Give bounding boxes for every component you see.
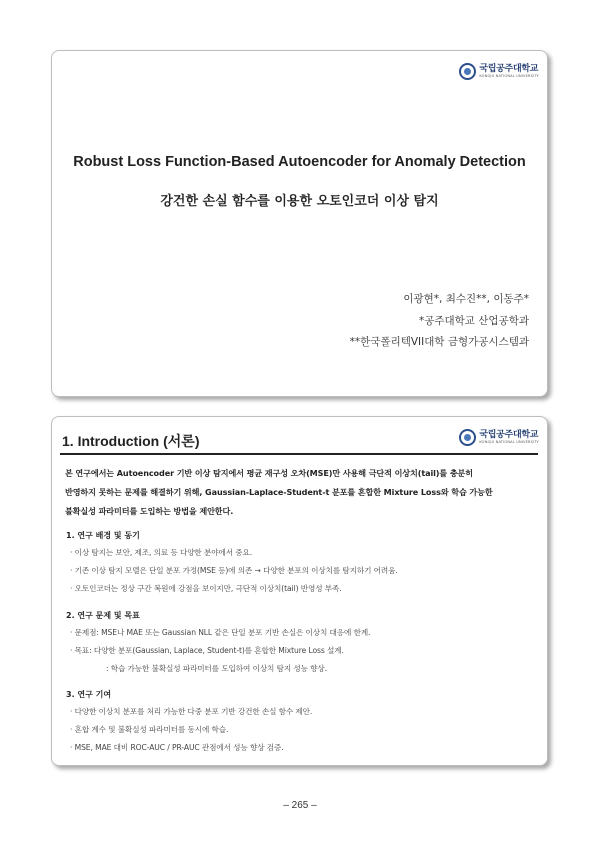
bullet-item: · 이상 탐지는 보안, 제조, 의료 등 다양한 분야에서 중요. [70, 548, 253, 557]
author-list: 이광현*, 최수진**, 이동주* [403, 293, 529, 305]
university-emblem-icon [459, 429, 476, 446]
intro-paragraph [65, 464, 535, 521]
section-title: 1. Introduction (서론) [62, 433, 200, 449]
affiliation-2: **한국폴리텍VII대학 금형가공시스템과 [349, 336, 529, 348]
subsection-heading: 2. 연구 문제 및 목표 [66, 611, 140, 620]
bullet-item: · 혼합 계수 및 불확실성 파라미터를 동시에 학습. [70, 725, 229, 734]
bullet-item: · 문제점: MSE나 MAE 또는 Gaussian NLL 같은 단일 분포 기반 손실은 이상치 대응에 한계. [70, 628, 371, 637]
logo-name-en: KONGJU NATIONAL UNIVERSITY [479, 73, 539, 78]
bullet-item: : 학습 가능한 불확실성 파라미터를 도입하여 이상치 탐지 성능 향상. [106, 664, 327, 673]
paper-title-en: Robust Loss Function-Based Autoencoder for Anomaly Detection [73, 154, 526, 170]
logo-name-en: KONGJU NATIONAL UNIVERSITY [479, 439, 539, 444]
introduction-slide [51, 416, 548, 766]
university-logo [459, 429, 539, 446]
bullet-item: · 다양한 이상치 분포를 처리 가능한 다중 분포 기반 강건한 손실 함수 제안. [70, 707, 313, 716]
bullet-item: · 오토인코더는 정상 구간 복원에 강점을 보이지만, 극단적 이상치(tail) 반영성 부족. [70, 584, 342, 593]
bullet-item: · 목표: 다양한 분포(Gaussian, Laplace, Student-t)를 혼합한 Mixture Loss 설계. [70, 646, 344, 655]
title-slide [51, 50, 548, 397]
subsection-heading: 1. 연구 배경 및 동기 [66, 531, 140, 540]
subsection-heading: 3. 연구 기여 [66, 690, 112, 699]
bullet-item: · MSE, MAE 대비 ROC-AUC / PR-AUC 관점에서 성능 향상 검증. [70, 743, 284, 752]
bullet-item: · 기존 이상 탐지 모델은 단일 분포 가정(MSE 등)에 의존 → 다양한 분포의 이상치를 탐지하기 어려움. [70, 566, 398, 575]
intro-line: 본 연구에서는 Autoencoder 기반 이상 탐지에서 평균 재구성 오차(MSE)만 사용해 극단적 이상치(tail)를 충분히 [65, 468, 473, 478]
page-number: – 265 – [283, 800, 317, 811]
logo-name-kr: 국립공주대학교 [479, 63, 539, 74]
intro-line: 불확실성 파라미터를 도입하는 방법을 제안한다. [65, 506, 234, 516]
university-emblem-icon [459, 63, 476, 80]
university-logo [459, 63, 539, 80]
logo-name-kr: 국립공주대학교 [479, 429, 539, 440]
section-divider [60, 453, 538, 455]
paper-title-kr: 강건한 손실 함수를 이용한 오토인코더 이상 탐지 [160, 194, 439, 209]
intro-line: 반영하지 못하는 문제를 해결하기 위해, Gaussian-Laplace-Student-t 분포를 혼합한 Mixture Loss와 학습 가능한 [65, 487, 493, 497]
affiliation-1: *공주대학교 산업공학과 [418, 315, 529, 327]
